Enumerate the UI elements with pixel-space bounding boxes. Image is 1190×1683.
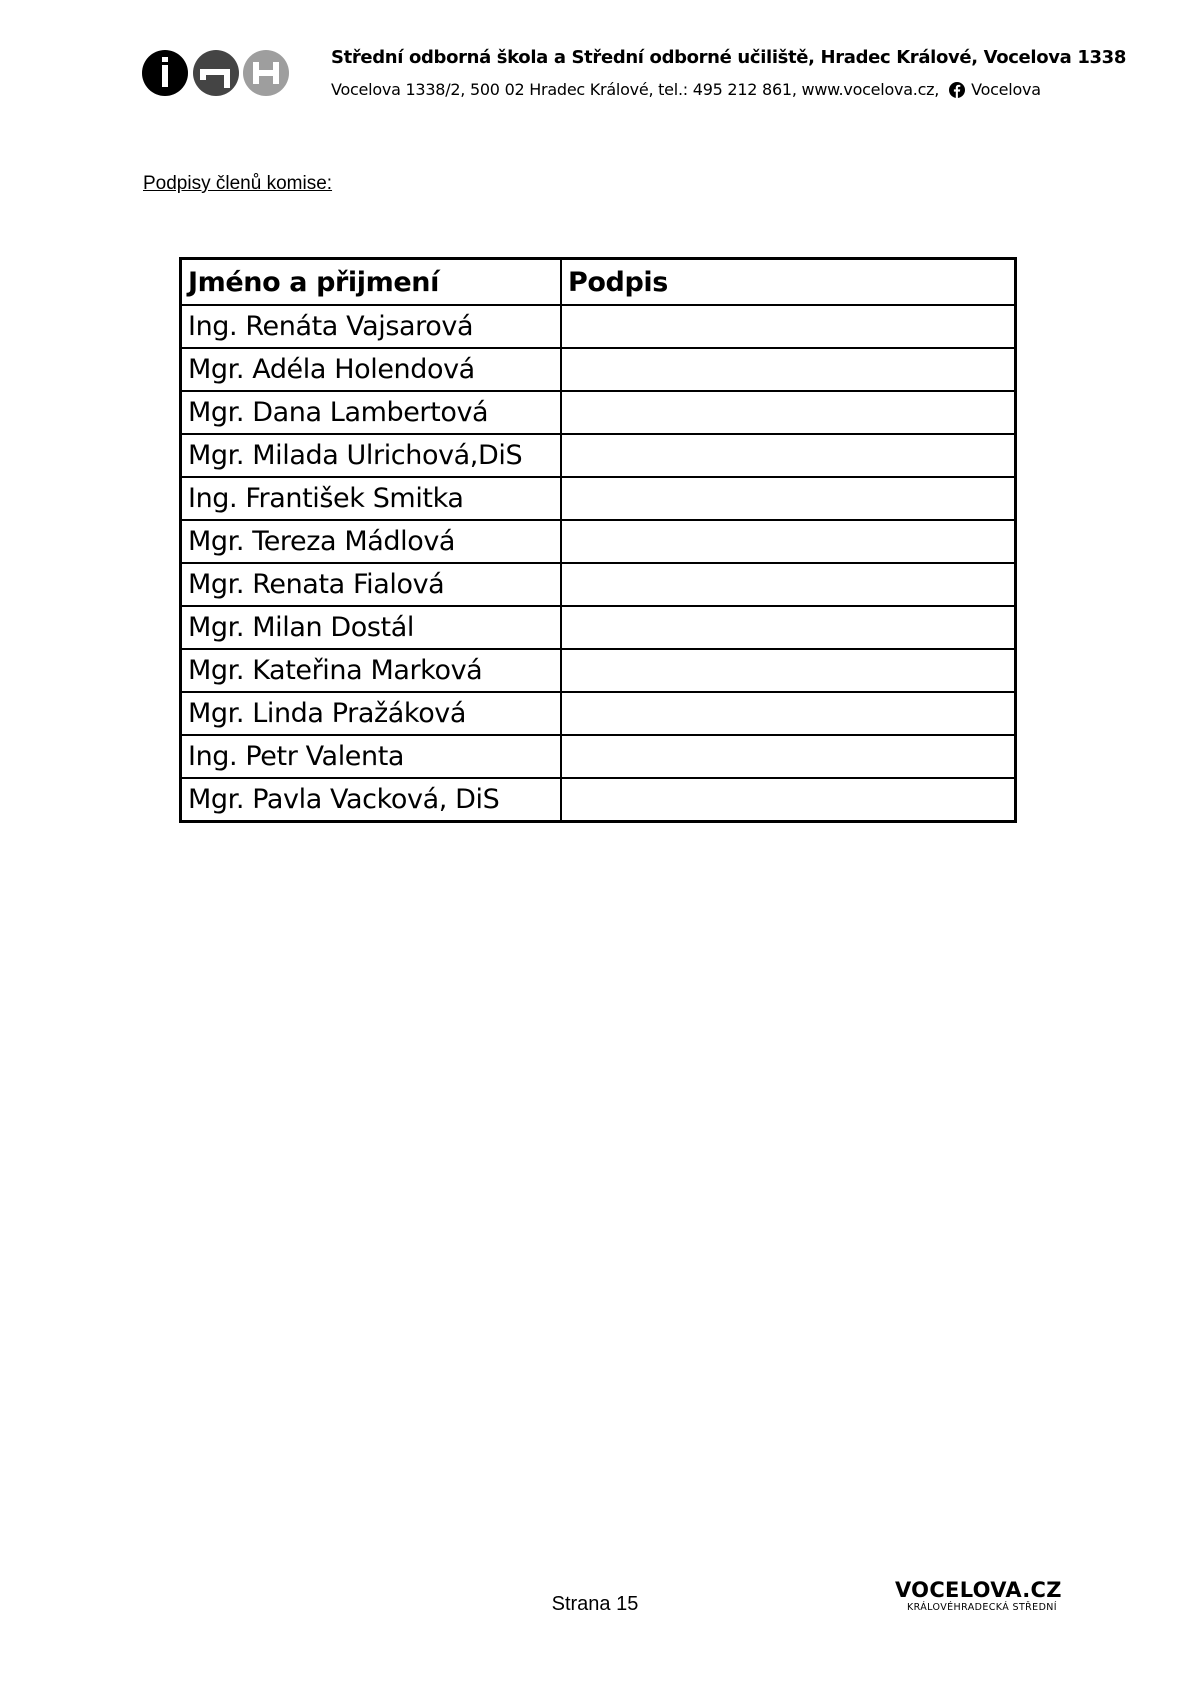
table-row (181, 735, 1016, 778)
signature-table (179, 257, 1017, 823)
section-label: Podpisy členů komise: (143, 173, 333, 194)
signature-cell (561, 434, 1016, 477)
member-name: Mgr. Milan Dostál (181, 606, 562, 649)
footer-brand (895, 1578, 1062, 1614)
brand-name: VOCELOVA.CZ (895, 1578, 1062, 1602)
member-name: Mgr. Linda Pražáková (181, 692, 562, 735)
facebook-link[interactable]: Vocelova (971, 80, 1041, 99)
member-name: Mgr. Milada Ulrichová,DiS (181, 434, 562, 477)
member-name: Ing. František Smitka (181, 477, 562, 520)
table-row (181, 563, 1016, 606)
school-logo-icon (140, 48, 292, 98)
signature-cell (561, 391, 1016, 434)
page-number: Strana 15 (551, 1593, 639, 1615)
table-row (181, 305, 1016, 348)
table-row (181, 649, 1016, 692)
signature-cell (561, 606, 1016, 649)
column-header-name: Jméno a přijmení (181, 259, 562, 306)
member-name: Mgr. Adéla Holendová (181, 348, 562, 391)
school-address (331, 80, 1057, 99)
table-row (181, 778, 1016, 822)
signature-cell (561, 477, 1016, 520)
brand-tagline: KRÁLOVÉHRADECKÁ STŘEDNÍ (907, 1602, 1057, 1613)
signature-cell (561, 692, 1016, 735)
member-name: Mgr. Tereza Mádlová (181, 520, 562, 563)
signature-cell (561, 778, 1016, 822)
signature-cell (561, 735, 1016, 778)
table-row (181, 692, 1016, 735)
member-name: Ing. Petr Valenta (181, 735, 562, 778)
facebook-icon (949, 82, 965, 98)
member-name: Mgr. Pavla Vacková, DiS (181, 778, 562, 822)
school-name: Střední odborná škola a Střední odborné učiliště, Hradec Králové, Vocelova 1338 (331, 47, 1127, 68)
table-row (181, 391, 1016, 434)
column-header-signature: Podpis (561, 259, 1016, 306)
signature-cell (561, 563, 1016, 606)
signature-cell (561, 348, 1016, 391)
table-row (181, 477, 1016, 520)
member-name: Mgr. Dana Lambertová (181, 391, 562, 434)
table-row (181, 434, 1016, 477)
member-name: Ing. Renáta Vajsarová (181, 305, 562, 348)
signature-cell (561, 520, 1016, 563)
table-row (181, 348, 1016, 391)
signature-cell (561, 649, 1016, 692)
table-row (181, 606, 1016, 649)
table-row (181, 520, 1016, 563)
address-text: Vocelova 1338/2, 500 02 Hradec Králové, tel.: 495 212 861, www.vocelova.cz, (331, 80, 940, 99)
table-header-row (181, 259, 1016, 306)
member-name: Mgr. Kateřina Marková (181, 649, 562, 692)
member-name: Mgr. Renata Fialová (181, 563, 562, 606)
signature-cell (561, 305, 1016, 348)
